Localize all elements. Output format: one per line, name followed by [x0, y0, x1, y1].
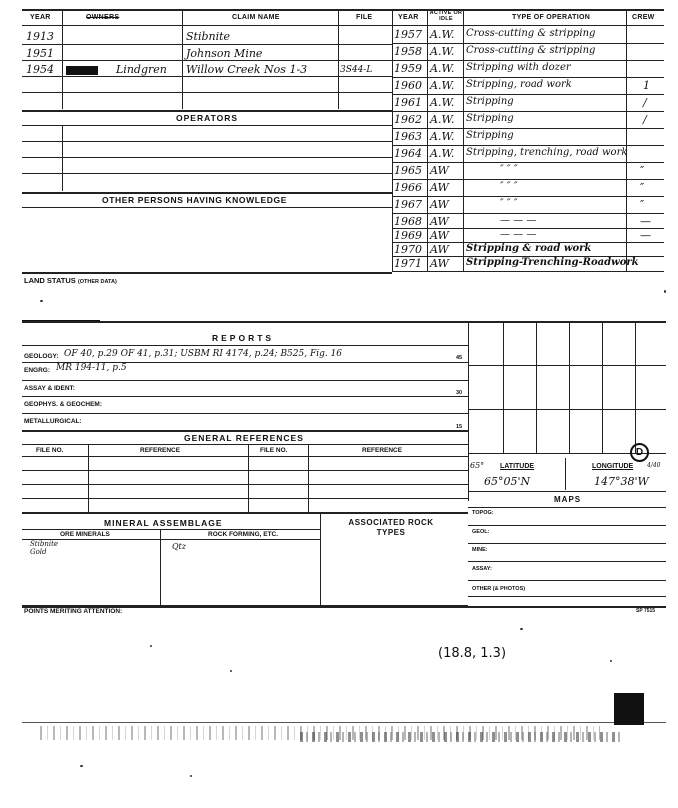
activity-status: A.W. — [430, 62, 455, 75]
reports-row-rule — [22, 380, 468, 381]
land-status-rule — [22, 272, 392, 274]
operators-divider — [62, 125, 63, 191]
claims-divider-1 — [62, 9, 63, 109]
activity-crew: 1 — [643, 79, 650, 92]
claim-row-name: Stibnite — [186, 30, 231, 43]
activity-type: — — — — [500, 229, 537, 240]
activity-crew: — — [640, 229, 651, 242]
activity-year: 1960 — [394, 79, 422, 92]
maps-assay-label: ASSAY: — [472, 566, 492, 572]
activity-left-border — [392, 9, 393, 271]
maps-topog-label: TOPOG: — [472, 510, 494, 516]
general-references-title: GENERAL REFERENCES — [184, 433, 304, 443]
geology-value: OF 40, p.29 OF 41, p.31; USBM RI 4174, p.24; B525, Fig. 16 — [64, 349, 343, 359]
activity-year: 1957 — [394, 28, 422, 41]
activity-status: A.W. — [430, 28, 455, 41]
general-refs-row-rule — [22, 498, 468, 499]
maps-title: MAPS — [554, 495, 582, 504]
activity-row-rule — [392, 43, 664, 44]
assay-label: ASSAY & IDENT: — [24, 385, 75, 392]
activity-type: Cross-cutting & stripping — [466, 28, 596, 39]
activity-row-rule — [392, 128, 664, 129]
land-status-title: LAND STATUS — [24, 276, 76, 285]
activity-divider-2 — [463, 9, 464, 271]
activity-status: A.W. — [430, 130, 455, 143]
maps-bottom-rule — [468, 596, 666, 597]
activity-type: Cross-cutting & stripping — [466, 45, 596, 56]
operators-row-rule — [22, 173, 392, 174]
activity-year: 1959 — [394, 62, 422, 75]
activity-year: 1966 — [394, 181, 422, 194]
other-persons-header-rule — [22, 207, 392, 208]
scan-speck — [190, 775, 192, 777]
other-persons-rule — [22, 192, 392, 194]
land-status-sub: (OTHER DATA) — [77, 279, 117, 285]
ore-mineral: Gold — [30, 548, 47, 556]
maps-other-label: OTHER (& PHOTOS) — [472, 586, 526, 592]
activity-year: 1964 — [394, 147, 422, 160]
activity-year: 1968 — [394, 215, 422, 228]
activity-row-rule — [392, 77, 664, 78]
grid-line — [635, 321, 636, 453]
claims-divider-3 — [338, 9, 339, 109]
activity-row-rule — [392, 213, 664, 214]
geology-label: GEOLOGY: — [24, 353, 59, 360]
longitude-suffix: 4/40 — [647, 462, 661, 469]
mineral-top-rule — [22, 512, 468, 514]
maps-row-rule — [468, 561, 666, 562]
activity-type: Stripping & road work — [466, 243, 592, 254]
general-refs-col-ref-2: REFERENCE — [362, 447, 403, 454]
claim-row-year: 1951 — [26, 47, 54, 60]
activity-year: 1967 — [394, 198, 422, 211]
activity-crew: ″ — [640, 164, 645, 177]
operators-row-rule — [22, 157, 392, 158]
activity-status: AW — [430, 198, 449, 211]
general-refs-divider — [88, 444, 89, 512]
operators-header-rule — [22, 125, 392, 126]
grid-line — [602, 321, 603, 453]
scale-mark: 15 — [456, 424, 463, 430]
activity-status: A.W. — [430, 147, 455, 160]
activity-status: A.W. — [430, 45, 455, 58]
activity-status: AW — [430, 215, 449, 228]
activity-type: ″ ″ ″ — [500, 181, 518, 192]
claims-row-rule — [22, 92, 392, 93]
scan-speck — [664, 290, 666, 293]
grid-line — [569, 321, 570, 453]
activity-status: AW — [430, 243, 449, 256]
latitude-label: LATITUDE — [500, 463, 535, 470]
activity-type: Stripping, road work — [466, 79, 572, 90]
activity-year: 1969 — [394, 229, 422, 242]
scan-edge-line — [22, 722, 666, 723]
quadrant-circle-mark: D — [630, 443, 649, 462]
claims-top-rule — [22, 9, 392, 11]
reports-right-border — [468, 321, 469, 501]
claims-row-rule — [22, 76, 392, 77]
ore-minerals-header: ORE MINERALS — [60, 531, 110, 538]
claims-divider-2 — [182, 9, 183, 109]
activity-type: — — — — [500, 215, 537, 226]
activity-type: Stripping — [466, 130, 514, 141]
reports-row-rule — [22, 396, 468, 397]
activity-crew: / — [643, 113, 647, 126]
scan-noise-band — [300, 732, 620, 742]
activity-type: Stripping — [466, 113, 514, 124]
mineral-header-rule — [22, 529, 320, 530]
mineral-assemblage-title: MINERAL ASSEMBLAGE — [104, 518, 223, 528]
activity-row-rule — [392, 162, 664, 163]
claim-row-year: 1954 — [26, 63, 54, 76]
activity-type: Stripping, trenching, road work — [466, 147, 628, 158]
general-refs-row-rule — [22, 470, 468, 471]
activity-status: AW — [430, 257, 449, 270]
claim-row-name: Johnson Mine — [186, 47, 263, 60]
claims-col-claim-name: CLAIM NAME — [232, 14, 280, 21]
activity-crew: — — [640, 215, 651, 228]
maps-geol-label: GEOL: — [472, 529, 490, 535]
operators-rule — [22, 110, 392, 112]
activity-col-year: YEAR — [398, 14, 419, 21]
engrg-label: ENGRG: — [24, 367, 50, 374]
lat-lon-divider — [565, 458, 566, 490]
claim-row-file: 3S44-L — [340, 65, 373, 75]
activity-type: ″ ″ ″ — [500, 164, 518, 175]
ore-mineral: Stibnite — [30, 540, 59, 548]
land-status-label — [24, 276, 117, 285]
activity-bottom-rule — [392, 271, 664, 272]
reports-title: REPORTS — [212, 333, 275, 343]
activity-year: 1962 — [394, 113, 422, 126]
activity-type: Stripping with dozer — [466, 62, 571, 73]
mineral-subheader-rule — [22, 539, 320, 540]
claims-col-file: FILE — [356, 14, 373, 21]
reports-header-rule — [22, 345, 468, 346]
activity-col-active: ACTIVE OR IDLE — [429, 10, 463, 22]
activity-crew: ″ — [640, 181, 645, 194]
other-persons-title: OTHER PERSONS HAVING KNOWLEDGE — [102, 195, 288, 205]
engrg-value: MR 194-11, p.5 — [56, 363, 127, 373]
general-refs-col-ref-1: REFERENCE — [140, 447, 181, 454]
activity-status: AW — [430, 164, 449, 177]
grid-line — [536, 321, 537, 453]
scale-mark: 45 — [456, 355, 463, 361]
activity-status: A.W. — [430, 96, 455, 109]
activity-year: 1971 — [394, 257, 422, 270]
activity-col-type: TYPE OF OPERATION — [512, 14, 591, 21]
grid-line — [468, 365, 666, 366]
reports-row-rule — [22, 413, 468, 414]
points-meriting-label: POINTS MERITING ATTENTION: — [24, 608, 123, 615]
activity-row-rule — [392, 196, 664, 197]
mineral-right-border — [320, 512, 321, 605]
activity-status: A.W. — [430, 113, 455, 126]
activity-year: 1963 — [394, 130, 422, 143]
claim-row-year: 1913 — [26, 30, 54, 43]
scan-speck — [40, 300, 43, 302]
claims-row-rule — [22, 44, 392, 45]
maps-row-rule — [468, 525, 666, 526]
activity-row-rule — [392, 111, 664, 112]
activity-row-rule — [392, 60, 664, 61]
metallurgical-label: METALLURGICAL: — [24, 418, 82, 425]
scan-corner-block — [614, 693, 644, 725]
general-refs-col-file-1: FILE NO. — [36, 447, 64, 454]
activity-crew: ″ — [640, 198, 645, 211]
scan-speck — [520, 628, 523, 630]
claims-col-year: YEAR — [30, 14, 51, 21]
activity-type: Stripping — [466, 96, 514, 107]
grid-line — [468, 409, 666, 410]
activity-divider-1 — [427, 9, 428, 271]
activity-col-crew: CREW — [632, 14, 655, 21]
maps-header-rule — [468, 507, 666, 508]
activity-type: ″ ″ ″ — [500, 198, 518, 209]
latitude-prefix: 65° — [470, 461, 485, 470]
general-refs-rule — [22, 430, 468, 432]
associated-rock-types-title: ASSOCIATED ROCK TYPES — [348, 518, 434, 537]
maps-row-rule — [468, 543, 666, 544]
general-refs-divider — [248, 444, 249, 512]
activity-status: A.W. — [430, 79, 455, 92]
longitude-label: LONGITUDE — [592, 463, 634, 470]
maps-top-rule — [468, 491, 666, 492]
grid-line — [503, 321, 504, 453]
activity-row-rule — [392, 94, 664, 95]
claims-row-rule — [22, 60, 392, 61]
mineral-divider — [160, 529, 161, 605]
coordinate-note: (18.8, 1.3) — [438, 646, 507, 661]
form-number: SP 7515 — [636, 608, 656, 614]
activity-year: 1958 — [394, 45, 422, 58]
claims-col-owners: OWNERS — [86, 14, 120, 21]
claim-row-name: Willow Creek Nos 1-3 — [186, 63, 308, 76]
scan-speck — [610, 660, 612, 662]
rock-forming-header: ROCK FORMING, ETC. — [208, 531, 279, 538]
geophys-label: GEOPHYS. & GEOCHEM: — [24, 401, 103, 408]
operators-row-rule — [22, 141, 392, 142]
claims-header-rule — [22, 25, 392, 26]
activity-status: AW — [430, 229, 449, 242]
activity-status: AW — [430, 181, 449, 194]
activity-year: 1965 — [394, 164, 422, 177]
scan-speck — [80, 765, 83, 767]
general-refs-row-rule — [22, 484, 468, 485]
scan-speck — [230, 670, 232, 672]
activity-crew: / — [643, 96, 647, 109]
maps-row-rule — [468, 580, 666, 581]
general-refs-col-file-2: FILE NO. — [260, 447, 288, 454]
activity-year: 1961 — [394, 96, 422, 109]
operators-title: OPERATORS — [176, 113, 239, 123]
activity-year: 1970 — [394, 243, 422, 256]
maps-mine-label: MINE: — [472, 547, 488, 553]
claim-row-owner: Lindgren — [116, 63, 167, 76]
activity-divider-3 — [626, 9, 627, 271]
redaction-mark — [66, 66, 98, 75]
activity-row-rule — [392, 145, 664, 146]
latitude-value: 65°05'N — [484, 475, 531, 488]
scan-speck — [150, 645, 152, 647]
activity-header-rule — [392, 25, 664, 26]
general-refs-divider — [308, 444, 309, 512]
longitude-value: 147°38'W — [594, 475, 649, 488]
activity-type: Stripping-Trenching-Roadwork — [466, 257, 639, 268]
scale-mark: 30 — [456, 390, 463, 396]
rock-forming-mineral: Qtz — [172, 542, 186, 551]
activity-row-rule — [392, 179, 664, 180]
